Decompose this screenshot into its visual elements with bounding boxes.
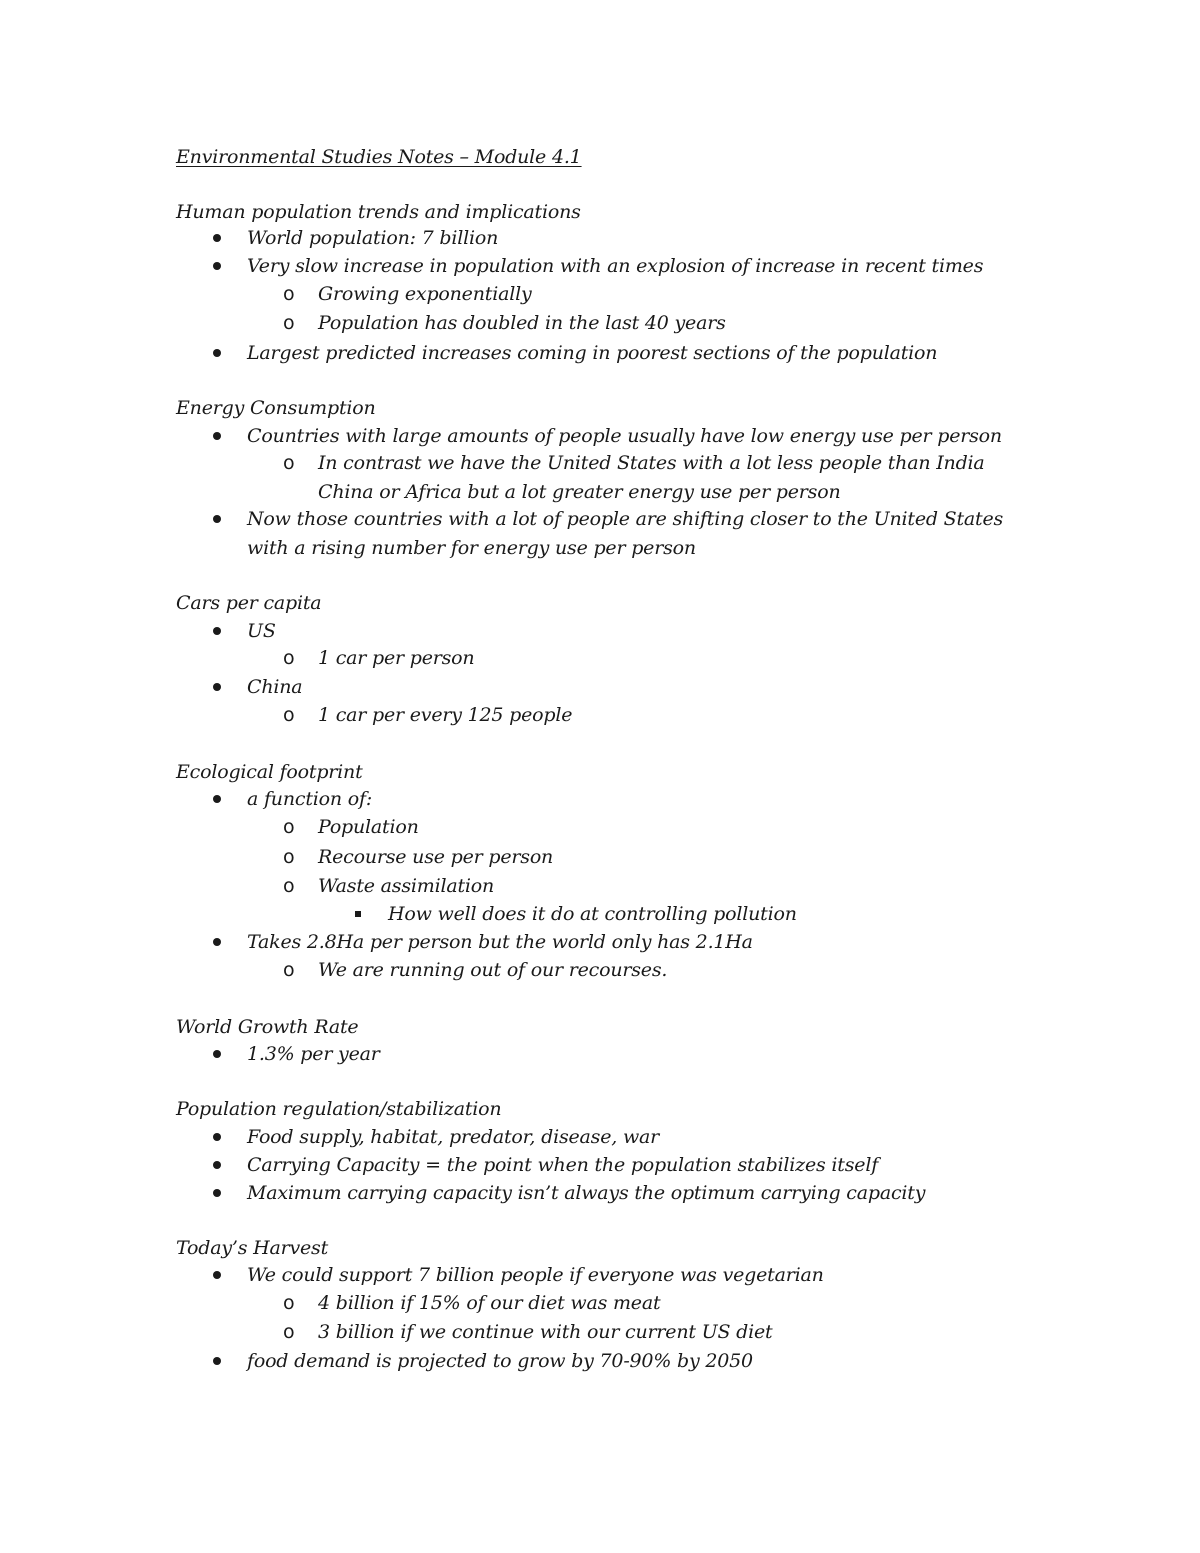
sub-list-item: In contrast we have the United States with a lot less people than India [318, 452, 985, 474]
list-item: Very slow increase in population with an explosion of increase in recent times [247, 255, 984, 277]
sub-list-item-continued: China or Africa but a lot greater energy use per person [318, 481, 841, 503]
circle-bullet-icon: o [283, 647, 295, 669]
section-heading: Cars per capita [176, 592, 322, 614]
list-item: World population: 7 billion [247, 227, 499, 249]
sub-list-item: 1 car per person [318, 647, 475, 669]
list-item: Now those countries with a lot of people are shifting closer to the United States [247, 508, 1004, 530]
list-item: food demand is projected to grow by 70-90% by 2050 [247, 1350, 753, 1372]
bullet-icon [213, 1271, 221, 1279]
sub-list-item: Waste assimilation [318, 875, 495, 897]
list-item: Countries with large amounts of people usually have low energy use per person [247, 425, 1002, 447]
circle-bullet-icon: o [283, 816, 295, 838]
bullet-icon [213, 1189, 221, 1197]
bullet-icon [213, 627, 221, 635]
section-heading: Today’s Harvest [176, 1237, 329, 1259]
section-heading: Ecological footprint [176, 761, 363, 783]
sub-sub-list-item: How well does it do at controlling pollution [388, 903, 797, 925]
circle-bullet-icon: o [283, 704, 295, 726]
sub-list-item: 3 billion if we continue with our current US diet [318, 1321, 773, 1343]
list-item: Maximum carrying capacity isn’t always the optimum carrying capacity [247, 1182, 926, 1204]
circle-bullet-icon: o [283, 452, 295, 474]
sub-list-item: 4 billion if 15% of our diet was meat [318, 1292, 661, 1314]
sub-list-item: 1 car per every 125 people [318, 704, 573, 726]
sub-list-item: We are running out of our recourses. [318, 959, 668, 981]
circle-bullet-icon: o [283, 312, 295, 334]
bullet-icon [213, 1050, 221, 1058]
list-item: Largest predicted increases coming in poorest sections of the population [247, 342, 938, 364]
list-item: a function of: [247, 788, 373, 810]
page-title: Environmental Studies Notes – Module 4.1 [176, 146, 582, 168]
sub-list-item: Population [318, 816, 419, 838]
bullet-icon [213, 795, 221, 803]
bullet-icon [213, 515, 221, 523]
circle-bullet-icon: o [283, 283, 295, 305]
square-bullet-icon [355, 911, 361, 917]
bullet-icon [213, 1133, 221, 1141]
bullet-icon [213, 432, 221, 440]
list-item: 1.3% per year [247, 1043, 380, 1065]
bullet-icon [213, 683, 221, 691]
section-heading: Population regulation/stabilization [176, 1098, 502, 1120]
circle-bullet-icon: o [283, 959, 295, 981]
list-item-continued: with a rising number for energy use per person [247, 537, 696, 559]
sub-list-item: Recourse use per person [318, 846, 554, 868]
circle-bullet-icon: o [283, 1321, 295, 1343]
section-heading: Human population trends and implications [176, 201, 581, 223]
sub-list-item: Population has doubled in the last 40 years [318, 312, 726, 334]
list-item: Takes 2.8Ha per person but the world only has 2.1Ha [247, 931, 753, 953]
list-item: China [247, 676, 303, 698]
bullet-icon [213, 262, 221, 270]
section-heading: World Growth Rate [176, 1016, 359, 1038]
bullet-icon [213, 234, 221, 242]
list-item: US [247, 620, 276, 642]
list-item: Carrying Capacity = the point when the population stabilizes itself [247, 1154, 879, 1176]
bullet-icon [213, 938, 221, 946]
bullet-icon [213, 1161, 221, 1169]
section-heading: Energy Consumption [176, 397, 376, 419]
bullet-icon [213, 1357, 221, 1365]
list-item: Food supply, habitat, predator, disease, war [247, 1126, 660, 1148]
circle-bullet-icon: o [283, 1292, 295, 1314]
sub-list-item: Growing exponentially [318, 283, 532, 305]
list-item: We could support 7 billion people if everyone was vegetarian [247, 1264, 824, 1286]
circle-bullet-icon: o [283, 875, 295, 897]
circle-bullet-icon: o [283, 846, 295, 868]
bullet-icon [213, 349, 221, 357]
